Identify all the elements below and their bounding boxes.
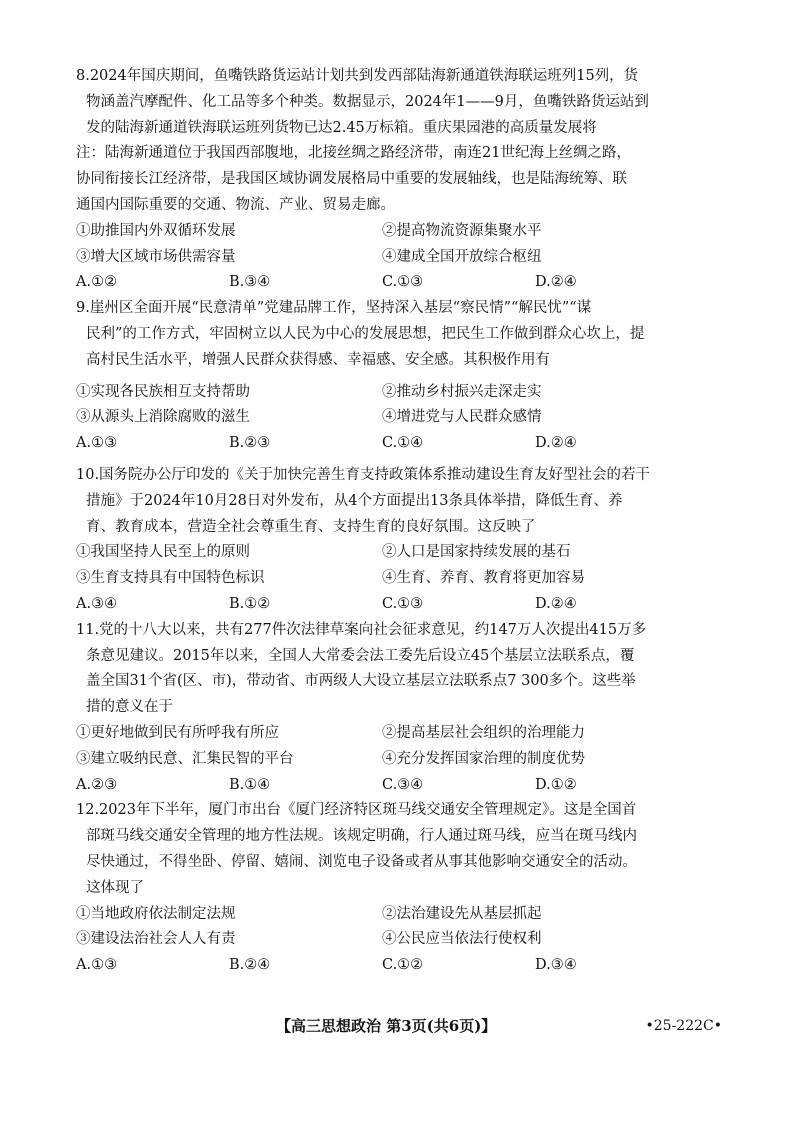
option-4: ④充分发挥国家治理的制度优势 xyxy=(382,750,585,767)
option-1: ①我国坚持人民至上的原则 xyxy=(76,544,250,561)
page-number-info: 【高三思想政治 第3页(共6页)】 xyxy=(276,1017,497,1035)
question-stem-line: 措的意义在于 xyxy=(86,699,173,716)
question-12 xyxy=(76,798,722,979)
answer-c: C.①③ xyxy=(382,595,424,612)
question-stem-line: 8.2024年国庆期间，鱼嘴铁路货运站计划共到发西部陆海新通道铁海联运班列15列，货 xyxy=(76,68,639,84)
option-4: ④增进党与人民群众感情 xyxy=(382,409,542,426)
answer-c: C.①② xyxy=(382,957,424,974)
answer-d: D.③④ xyxy=(535,957,577,974)
option-4: ④生育、养育、教育将更加容易 xyxy=(382,570,585,587)
option-3: ③建设法治社会人人有责 xyxy=(76,931,236,948)
note-line: 注：陆海新通道位于我国西部腹地，北接丝绸之路经济带，南连21世纪海上丝绸之路， xyxy=(76,145,631,162)
option-3: ③生育支持具有中国特色标识 xyxy=(76,570,265,587)
question-stem-line: 11.党的十八大以来，共有277件次法律草案向社会征求意见，约147万人次提出415万多 xyxy=(76,621,647,638)
options-row xyxy=(76,245,722,271)
options-row xyxy=(76,927,722,953)
note-line: 通国内国际重要的交通、物流、产业、贸易走廊。 xyxy=(76,196,395,213)
option-4: ④建成全国开放综合枢纽 xyxy=(382,248,542,265)
question-stem-line: 9.崖州区全面开展“民意清单”党建品牌工作，坚持深入基层“察民情”“解民忧”“谋 xyxy=(76,300,592,317)
question-stem-line: 尽快通过，不得坐卧、停留、嬉闹、浏览电子设备或者从事其他影响交通安全的活动。 xyxy=(86,853,637,870)
question-stem-line: 措施》于2024年10月28日对外发布，从4个方面提出13条具体举措，降低生育、养 xyxy=(86,492,623,509)
question-stem-line: 部斑马线交通安全管理的地方性法规。该规定明确，行人通过斑马线，应当在斑马线内 xyxy=(86,828,637,845)
option-2: ②提高基层社会组织的治理能力 xyxy=(382,724,585,741)
answer-b: B.①② xyxy=(229,595,271,612)
answer-d: D.②④ xyxy=(535,595,577,612)
question-stem-line: 发的陆海新通道铁海联运班列货物已达2.45万标箱。重庆果园港的高质量发展将 xyxy=(86,119,597,136)
options-row xyxy=(76,540,722,566)
option-1: ①当地政府依法制定法规 xyxy=(76,905,236,922)
question-stem-line: 高村民生活水平，增强人民群众获得感、幸福感、安全感。其积极作用有 xyxy=(86,351,550,368)
question-stem-line: 物涵盖汽摩配件、化工品等多个种类。数据显示，2024年1——9月，鱼嘴铁路货运站到 xyxy=(86,93,649,110)
option-2: ②推动乡村振兴走深走实 xyxy=(382,383,542,400)
options-row xyxy=(76,721,722,747)
exam-page xyxy=(76,64,722,1035)
answer-choices xyxy=(76,431,722,457)
question-10 xyxy=(76,463,722,618)
question-stem-line: 盖全国31个省(区、市)，带动省、市两级人大设立基层立法联系点7 300多个。这些举 xyxy=(86,673,636,690)
note-line: 协同衔接长江经济带，是我国区域协调发展格局中重要的发展轴线，也是陆海统筹、联 xyxy=(76,171,627,188)
question-stem-line: 10.国务院办公厅印发的《关于加快完善生育支持政策体系推动建设生育友好型社会的若干 xyxy=(76,466,651,483)
answer-c: C.①④ xyxy=(382,435,424,452)
question-stem-line: 条意见建议。2015年以来，全国人大常委会法工委先后设立45个基层立法联系点，覆 xyxy=(86,647,635,664)
question-stem-line: 民利”的工作方式，牢固树立以人民为中心的发展思想，把民生工作做到群众心坎上，提 xyxy=(86,325,645,342)
option-2: ②法治建设先从基层抓起 xyxy=(382,905,542,922)
answer-a: A.①③ xyxy=(76,957,118,974)
answer-b: B.②④ xyxy=(229,957,271,974)
option-2: ②人口是国家持续发展的基石 xyxy=(382,544,571,561)
answer-c: C.①③ xyxy=(382,274,424,291)
options-row xyxy=(76,380,722,406)
option-1: ①更好地做到民有所呼我有所应 xyxy=(76,724,279,741)
option-3: ③从源头上消除腐败的滋生 xyxy=(76,409,250,426)
option-1: ①实现各民族相互支持帮助 xyxy=(76,383,250,400)
question-stem-line: 12.2023年下半年，厦门市出台《厦门经济特区斑马线交通安全管理规定》。这是全国首 xyxy=(76,802,637,819)
question-stem-line: 这体现了 xyxy=(86,879,144,896)
answer-a: A.①② xyxy=(76,274,118,291)
answer-choices xyxy=(76,270,722,296)
answer-a: A.①③ xyxy=(76,435,118,452)
option-1: ①助推国内外双循环发展 xyxy=(76,222,236,239)
question-stem-line: 育、教育成本，营造全社会尊重生育、支持生育的良好氛围。这反映了 xyxy=(86,518,536,535)
page-footer xyxy=(76,1014,722,1040)
question-8 xyxy=(76,64,722,296)
answer-a: A.③④ xyxy=(76,595,118,612)
options-row xyxy=(76,566,722,592)
option-2: ②提高物流资源集聚水平 xyxy=(382,222,542,239)
answer-b: B.②③ xyxy=(229,435,271,452)
option-3: ③增大区域市场供需容量 xyxy=(76,248,236,265)
option-4: ④公民应当依法行使权利 xyxy=(382,931,542,948)
options-row xyxy=(76,747,722,773)
answer-choices xyxy=(76,953,722,979)
answer-a: A.②③ xyxy=(76,776,118,793)
answer-choices xyxy=(76,773,722,799)
question-9 xyxy=(76,296,722,457)
question-11 xyxy=(76,618,722,799)
answer-b: B.③④ xyxy=(229,274,271,291)
answer-c: C.③④ xyxy=(382,776,424,793)
answer-d: D.②④ xyxy=(535,274,577,291)
answer-d: D.①② xyxy=(535,776,577,793)
answer-d: D.②④ xyxy=(535,435,577,452)
options-row xyxy=(76,405,722,431)
options-row xyxy=(76,902,722,928)
option-3: ③建立吸纳民意、汇集民智的平台 xyxy=(76,750,294,767)
options-row xyxy=(76,219,722,245)
answer-b: B.①④ xyxy=(229,776,271,793)
paper-code: •25-222C• xyxy=(645,1018,722,1034)
answer-choices xyxy=(76,592,722,618)
